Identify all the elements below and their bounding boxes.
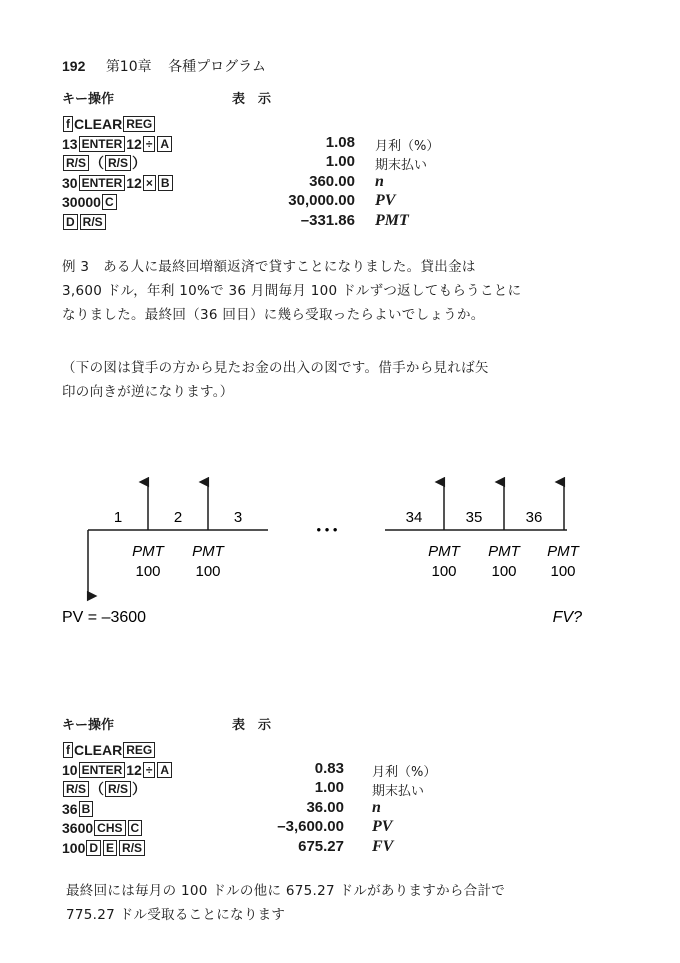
pmt-value: 100	[135, 563, 161, 580]
cash-flow-diagram	[0, 470, 680, 630]
period-number: 2	[173, 509, 183, 526]
calculator-key: B	[79, 801, 94, 817]
chapter-label: 第10章	[105, 59, 152, 75]
pmt-label: PMT	[488, 543, 520, 560]
table1-col-display: 表 示	[232, 92, 272, 107]
note-text: 月利（%）	[372, 764, 437, 780]
note-text: n	[372, 798, 381, 816]
keystroke-row	[62, 761, 173, 779]
period-number: 1	[113, 509, 123, 526]
ellipsis: • • •	[316, 522, 338, 537]
period-number: 3	[233, 509, 243, 526]
display-value: 30,000.00	[288, 192, 355, 209]
keystroke-row	[62, 213, 107, 231]
key-text: CLEAR	[74, 116, 123, 132]
example3-line: なりました。最終回（36 回目）に幾ら受取ったらよいでしょうか。	[62, 307, 485, 323]
key-text: 12	[126, 174, 142, 191]
note-text: PV	[372, 818, 393, 835]
key-text: ）	[132, 781, 147, 797]
fv-label: FV?	[552, 609, 582, 626]
keystroke-row	[62, 115, 156, 133]
display-value: 1.08	[325, 133, 355, 151]
period-number: 35	[465, 509, 483, 526]
display-value: 675.27	[298, 837, 344, 855]
calculator-key: ENTER	[79, 175, 126, 191]
key-text: 13	[62, 135, 78, 152]
period-number: 34	[405, 509, 423, 526]
note-text: 期末払い	[375, 158, 428, 173]
key-text: 100	[62, 839, 86, 856]
calculator-key: D	[86, 840, 101, 856]
diagram-note	[62, 356, 622, 404]
calculator-key: R/S	[63, 781, 89, 797]
diagram-note-line: （下の図は貸手の方から見たお金の出入の図です。借手から見れば矢	[62, 360, 489, 376]
display-value: –331.86	[300, 211, 355, 229]
calculator-key: A	[157, 136, 172, 152]
key-text: 30000	[62, 194, 101, 210]
keystroke-row	[62, 193, 118, 211]
keystroke-row	[62, 780, 146, 798]
pmt-label: PMT	[428, 543, 460, 560]
calculator-key: ÷	[143, 136, 156, 152]
conclusion-line: 775.27 ドル受取ることになります	[66, 907, 286, 923]
calculator-key: C	[102, 194, 117, 210]
page-number: 192	[62, 58, 86, 74]
key-text: 36	[62, 800, 78, 817]
note-text: PMT	[375, 211, 409, 229]
pmt-value: 100	[550, 563, 576, 580]
calculator-key: f	[63, 116, 73, 132]
keystroke-row	[62, 741, 156, 759]
calculator-key: R/S	[119, 840, 145, 856]
calculator-key: R/S	[105, 155, 131, 171]
conclusion-text	[66, 879, 626, 927]
key-text: ）	[132, 155, 147, 171]
keystroke-row	[62, 819, 143, 837]
key-text: 30	[62, 174, 78, 191]
keystroke-row	[62, 174, 174, 192]
display-value: –3,600.00	[277, 818, 344, 835]
calculator-key: ENTER	[79, 136, 126, 152]
calculator-key: D	[63, 214, 78, 230]
display-value: 36.00	[306, 798, 344, 816]
pmt-value: 100	[195, 563, 221, 580]
pmt-label: PMT	[132, 543, 164, 560]
pmt-label: PMT	[192, 543, 224, 560]
note-text: 期末払い	[372, 784, 425, 799]
page-header	[62, 56, 266, 76]
example3-line: 3,600 ドル，年利 10%で 36 月間毎月 100 ドルずつ返してもらうことに	[62, 283, 522, 299]
note-text: 月利（%）	[375, 138, 440, 154]
key-text: （	[90, 155, 105, 171]
key-text: 3600	[62, 820, 94, 836]
display-value: 1.00	[314, 779, 344, 796]
key-text: 10	[62, 761, 78, 778]
calculator-key: B	[158, 175, 173, 191]
pmt-label: PMT	[547, 543, 579, 560]
keystroke-row	[62, 800, 94, 818]
calculator-key: CHS	[94, 820, 125, 836]
display-value: 360.00	[309, 172, 355, 190]
key-text: 12	[126, 761, 142, 778]
key-text: 12	[126, 135, 142, 152]
key-text: （	[90, 781, 105, 797]
keystroke-row	[62, 839, 146, 857]
conclusion-line: 最終回には毎月の 100 ドルの他に 675.27 ドルがありますから合計で	[66, 883, 506, 899]
section-title: 各種プログラム	[168, 59, 266, 75]
calculator-key: f	[63, 742, 73, 758]
example3-text	[62, 255, 622, 327]
calculator-key: R/S	[105, 781, 131, 797]
table2-col-display: 表 示	[232, 718, 272, 733]
pv-label: PV = –3600	[62, 609, 147, 626]
key-text: CLEAR	[74, 742, 123, 758]
calculator-key: REG	[123, 116, 155, 132]
diagram-note-line: 印の向きが逆になります。）	[62, 384, 234, 400]
pmt-value: 100	[491, 563, 517, 580]
calculator-key: R/S	[63, 155, 89, 171]
table1-col-key: キー操作	[62, 92, 115, 107]
calculator-key: REG	[123, 742, 155, 758]
note-text: PV	[375, 192, 396, 209]
display-value: 1.00	[325, 153, 355, 170]
calculator-key: ×	[143, 175, 156, 191]
example3-line: 例 3 ある人に最終回増額返済で貸すことになりました。貸出金は	[62, 259, 476, 275]
period-number: 36	[525, 509, 543, 526]
note-text: n	[375, 172, 384, 190]
note-text: FV	[372, 837, 394, 855]
keystroke-row	[62, 135, 173, 153]
calculator-key: C	[128, 820, 143, 836]
table2-col-key: キー操作	[62, 718, 115, 733]
pmt-value: 100	[431, 563, 457, 580]
calculator-key: R/S	[80, 214, 106, 230]
calculator-key: A	[157, 762, 172, 778]
display-value: 0.83	[314, 759, 344, 777]
calculator-key: E	[103, 840, 117, 856]
calculator-key: ÷	[143, 762, 156, 778]
calculator-key: ENTER	[79, 762, 126, 778]
keystroke-row	[62, 154, 146, 172]
